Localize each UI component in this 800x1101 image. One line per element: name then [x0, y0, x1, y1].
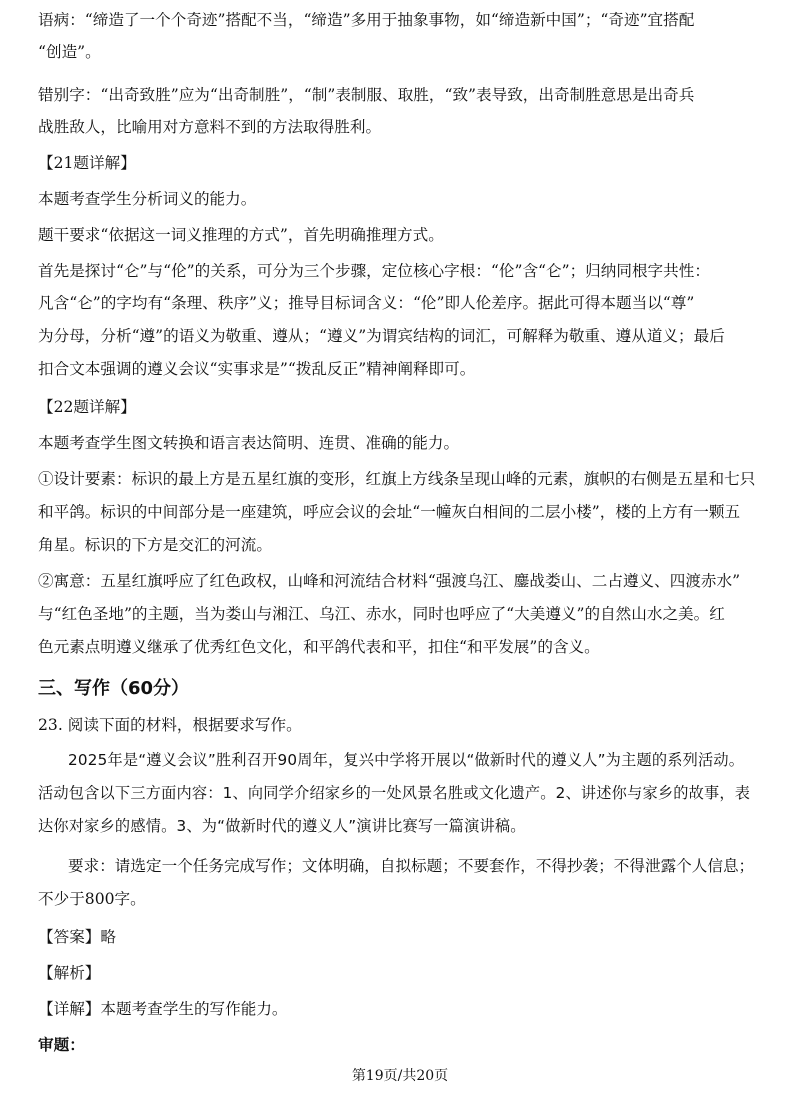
text-line: 为分母，分析“遵”的语义为敬重、遵从；“遵义”为谓宾结构的词汇，可解释为敬重、遵从道义；最后	[38, 327, 725, 345]
section-heading: 三、写作（60分）	[38, 678, 190, 699]
text-line: 题干要求“依据这一词义推理的方式”，首先明确推理方式。	[38, 226, 444, 244]
review-heading: 审题：	[38, 1036, 85, 1054]
text-line: 扣合文本强调的遵义会议“实事求是”“拨乱反正”精神阐释即可。	[38, 360, 476, 378]
text-line: 首先是探讨“仑”与“伦”的关系，可分为三个步骤，定位核心字根：“伦”含“仑”；归纳同根字共性：	[38, 262, 710, 280]
text-line: “创造”。	[38, 43, 101, 61]
text-line: ①设计要素：标识的最上方是五星红旗的变形，红旗上方线条呈现山峰的元素，旗帜的右侧是五星和七只	[38, 470, 756, 488]
question-detail-heading: 【21题详解】	[38, 154, 136, 172]
text-line: 与“红色圣地”的主题，当为娄山与湘江、乌江、赤水，同时也呼应了“大美遵义”的自然山水之美。红	[38, 605, 725, 623]
material-line: 活动包含以下三方面内容：1、向同学介绍家乡的一处风景名胜或文化遗产。2、讲述你与家乡的故事，表	[38, 784, 751, 802]
text-line: 本题考查学生图文转换和语言表达简明、连贯、准确的能力。	[38, 434, 460, 452]
text-line: 色元素点明遵义继承了优秀红色文化，和平鸽代表和平，扣住“和平发展”的含义。	[38, 638, 600, 656]
requirement-line: 要求：请选定一个任务完成写作；文体明确，自拟标题；不要套作，不得抄袭；不得泄露个人信息；	[68, 857, 755, 875]
analysis-line: 【解析】	[38, 964, 101, 982]
requirement-line: 不少于800字。	[38, 890, 146, 908]
text-line: 战胜敌人，比喻用对方意料不到的方法取得胜利。	[38, 118, 382, 136]
text-line: 和平鸽。标识的中间部分是一座建筑，呼应会议的会址“一幢灰白相间的二层小楼”，楼的上方有一颗五	[38, 503, 741, 521]
text-line: 语病：“缔造了一个个奇迹”搭配不当，“缔造”多用于抽象事物，如“缔造新中国”；“奇迹”宜搭配	[38, 11, 695, 29]
material-line: 达你对家乡的感情。3、为“做新时代的遵义人”演讲比赛写一篇演讲稿。	[38, 817, 526, 835]
page-footer: 第19页/共20页	[351, 1068, 449, 1084]
text-line: 本题考查学生分析词义的能力。	[38, 190, 257, 208]
answer-line: 【答案】略	[38, 928, 116, 946]
text-line: 角星。标识的下方是交汇的河流。	[38, 536, 272, 554]
text-line: ②寓意：五星红旗呼应了红色政权，山峰和河流结合材料“强渡乌江、鏖战娄山、二占遵义、四渡赤水”	[38, 572, 741, 590]
text-line: 错别字：“出奇致胜”应为“出奇制胜”，“制”表制服、取胜，“致”表导致，出奇制胜意思是出奇兵	[38, 86, 695, 104]
question-detail-heading: 【22题详解】	[38, 398, 136, 416]
material-line: 2025年是“遵义会议”胜利召开90周年，复兴中学将开展以“做新时代的遵义人”为主题的系列活动。	[68, 751, 745, 769]
question-title: 23. 阅读下面的材料，根据要求写作。	[38, 716, 302, 734]
text-line: 凡含“仑”的字均有“条理、秩序”义；推导目标词含义：“伦”即人伦差序。据此可得本题当以“尊”	[38, 294, 695, 312]
detail-line: 【详解】本题考查学生的写作能力。	[38, 1000, 288, 1018]
